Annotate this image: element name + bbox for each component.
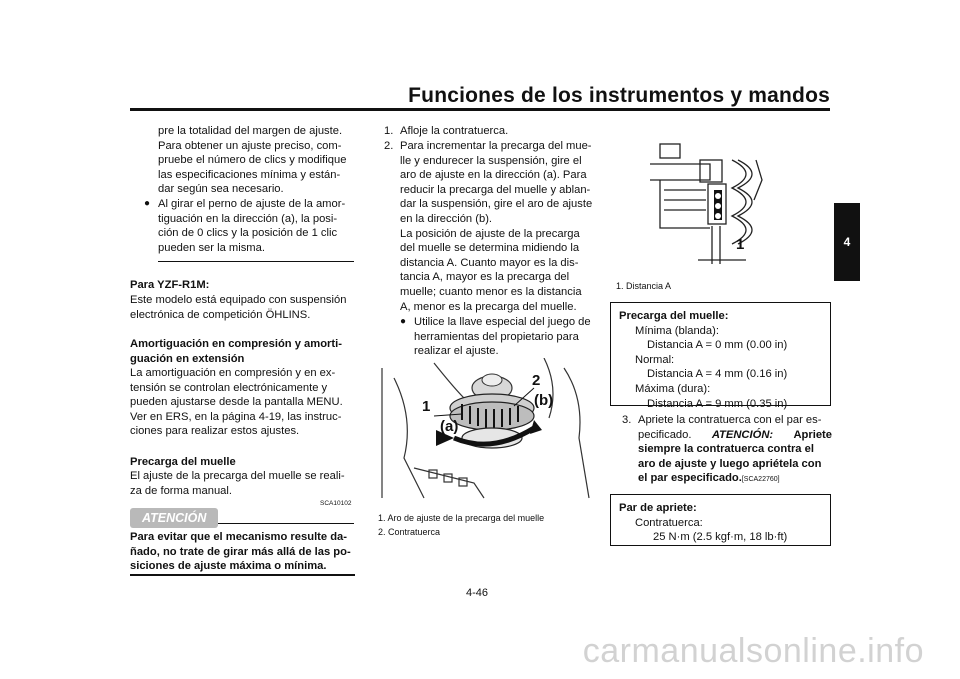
atencion-rule: [218, 523, 354, 524]
intro-paragraph: [158, 124, 354, 197]
preload-paragraph: [130, 469, 355, 498]
text-line: Para obtener un ajuste preciso, com-: [158, 139, 342, 152]
model-heading: Para YZF-R1M:: [130, 279, 210, 291]
text-line: tancia A, mayor es la precarga del: [400, 271, 570, 284]
atencion-inline: ATENCIÓN:: [711, 428, 774, 441]
text-line: electrónica de competición ÖHLINS.: [130, 308, 311, 321]
step-3: [622, 413, 832, 488]
reference-code: SCA10102: [320, 500, 352, 507]
atencion-badge: ATENCIÓN: [130, 508, 218, 528]
text-line: tiguación en la dirección (a), la posi-: [158, 212, 338, 225]
reference-code: [SCA22760]: [741, 476, 780, 484]
spec-title: Precarga del muelle:: [619, 310, 729, 322]
caption-line: 2. Contratuerca: [378, 527, 441, 537]
text-line: [638, 471, 832, 488]
step-1: [384, 124, 596, 139]
warning-rule: [130, 574, 355, 576]
page-number: 4-46: [466, 587, 489, 599]
text-line: siempre la contratuerca contra el: [638, 443, 814, 456]
text-run: Apriete: [793, 428, 832, 441]
text-line: muelle; cuanto menor es la distancia: [400, 285, 582, 298]
text-line: reducir la precarga del muelle y ablan-: [400, 183, 591, 196]
text-line: pueden ajustarse desde la pantalla MENU.: [130, 396, 343, 409]
step-number: 2.: [384, 140, 394, 152]
text-line: Al girar el perno de ajuste de la amor-: [158, 198, 346, 210]
spec-value: Distancia A = 0 mm (0.00 in): [647, 339, 788, 352]
text-line: aro de ajuste en la dirección (a). Para: [400, 169, 587, 182]
figure-label: 1: [736, 236, 745, 253]
distance-illustration: [650, 140, 770, 272]
model-paragraph: [130, 293, 355, 322]
text-line: Para evitar que el mecanismo resulte da-: [130, 531, 348, 543]
text-line: dar la suspensión, gire el aro de ajuste: [400, 198, 593, 211]
note-rule: [158, 261, 354, 262]
preload-ring-figure: [374, 358, 598, 504]
text-line: La amortiguación en compresión y en ex-: [130, 367, 336, 379]
figure-caption: 1. Distancia A: [616, 281, 672, 291]
text-line: lle y endurecer la suspensión, gire el: [400, 154, 582, 167]
spec-label: Contratuerca:: [635, 516, 703, 529]
figure-label: (a): [440, 418, 459, 435]
spec-value: 25 N·m (2.5 kgf·m, 18 lb·ft): [653, 531, 788, 544]
text-line: distancia A. Cuanto mayor es la dis-: [400, 256, 579, 269]
text-line: Este modelo está equipado con suspensión: [130, 294, 347, 306]
torque-spec-box: [610, 494, 831, 546]
figure-caption: [378, 511, 544, 539]
note-bullet: [144, 197, 354, 255]
text-line: en la dirección (b).: [400, 212, 493, 225]
step-number: 1.: [384, 125, 394, 137]
spec-label: Máxima (dura):: [635, 382, 711, 395]
caption-line: 1. Aro de ajuste de la precarga del muelle: [378, 513, 545, 523]
preload-heading: Precarga del muelle: [130, 456, 236, 468]
text-line: Utilice la llave especial del juego de: [414, 316, 591, 328]
text-line: guación en extensión: [130, 352, 245, 365]
text-line: [638, 428, 832, 443]
spec-value: Distancia A = 9 mm (0.35 in): [647, 397, 788, 410]
figure-label: (b): [534, 392, 554, 409]
page-title: Funciones de los instrumentos y mandos: [408, 84, 830, 107]
step-number: 3.: [622, 414, 632, 426]
figure-label: 2: [532, 372, 541, 389]
preload-ring-illustration: [374, 358, 598, 504]
spec-title: Par de apriete:: [619, 502, 697, 514]
text-line: ciones para realizar estos ajustes.: [130, 425, 300, 438]
spec-value: Distancia A = 4 mm (0.16 in): [647, 368, 788, 381]
text-line: El ajuste de la precarga del muelle se reali-: [130, 470, 345, 482]
text-line: pueden ser la misma.: [158, 241, 265, 254]
text-line: las especificaciones mínima y están-: [158, 168, 341, 181]
text-line: Apriete la contratuerca con el par es-: [638, 414, 822, 426]
preload-spec-box: [610, 302, 831, 410]
damping-heading: [130, 337, 355, 366]
text-run: el par especificado.: [638, 472, 742, 485]
tool-bullet: [400, 315, 596, 359]
bullet-icon: ●: [400, 316, 407, 327]
chapter-tab: 4: [834, 203, 860, 281]
text-line: ción de 0 clics y la posición de 1 clic: [158, 227, 338, 240]
text-line: La posición de ajuste de la precarga: [400, 227, 580, 240]
text-line: realizar el ajuste.: [414, 345, 499, 358]
text-line: del muelle se determina midiendo la: [400, 242, 580, 255]
text-line: aro de ajuste y luego apriétela con: [638, 457, 822, 470]
warning-paragraph: [130, 530, 355, 574]
text-line: Amortiguación en compresión y amorti-: [130, 338, 342, 350]
text-line: pre la totalidad del margen de ajuste.: [158, 125, 343, 137]
text-run: pecificado.: [638, 428, 692, 441]
text-line: za de forma manual.: [130, 484, 232, 497]
text-line: herramientas del propietario para: [414, 330, 579, 343]
damping-paragraph: [130, 366, 355, 439]
text-line: Ver en ERS, en la página 4-19, las instruc-: [130, 410, 342, 423]
text-line: dar según sea necesario.: [158, 183, 284, 196]
text-line: A, menor es la precarga del muelle.: [400, 300, 577, 313]
spec-label: Normal:: [635, 353, 675, 366]
text-line: pruebe el número de clics y modifique: [158, 154, 347, 167]
step-2: [384, 139, 596, 314]
figure-label: 1: [422, 398, 431, 415]
header-rule: [130, 108, 830, 111]
step-text: Afloje la contratuerca.: [400, 125, 509, 137]
text-line: tensión se controlan electrónicamente y: [130, 381, 328, 394]
text-line: ñado, no trate de girar más allá de las po-: [130, 545, 351, 558]
watermark: carmanualsonline.info: [582, 632, 924, 670]
text-line: siciones de ajuste máxima o mínima.: [130, 560, 327, 573]
bullet-icon: ●: [144, 198, 151, 209]
distance-figure: [650, 140, 770, 272]
spec-label: Mínima (blanda):: [635, 324, 719, 337]
text-line: Para incrementar la precarga del mue-: [400, 140, 592, 152]
